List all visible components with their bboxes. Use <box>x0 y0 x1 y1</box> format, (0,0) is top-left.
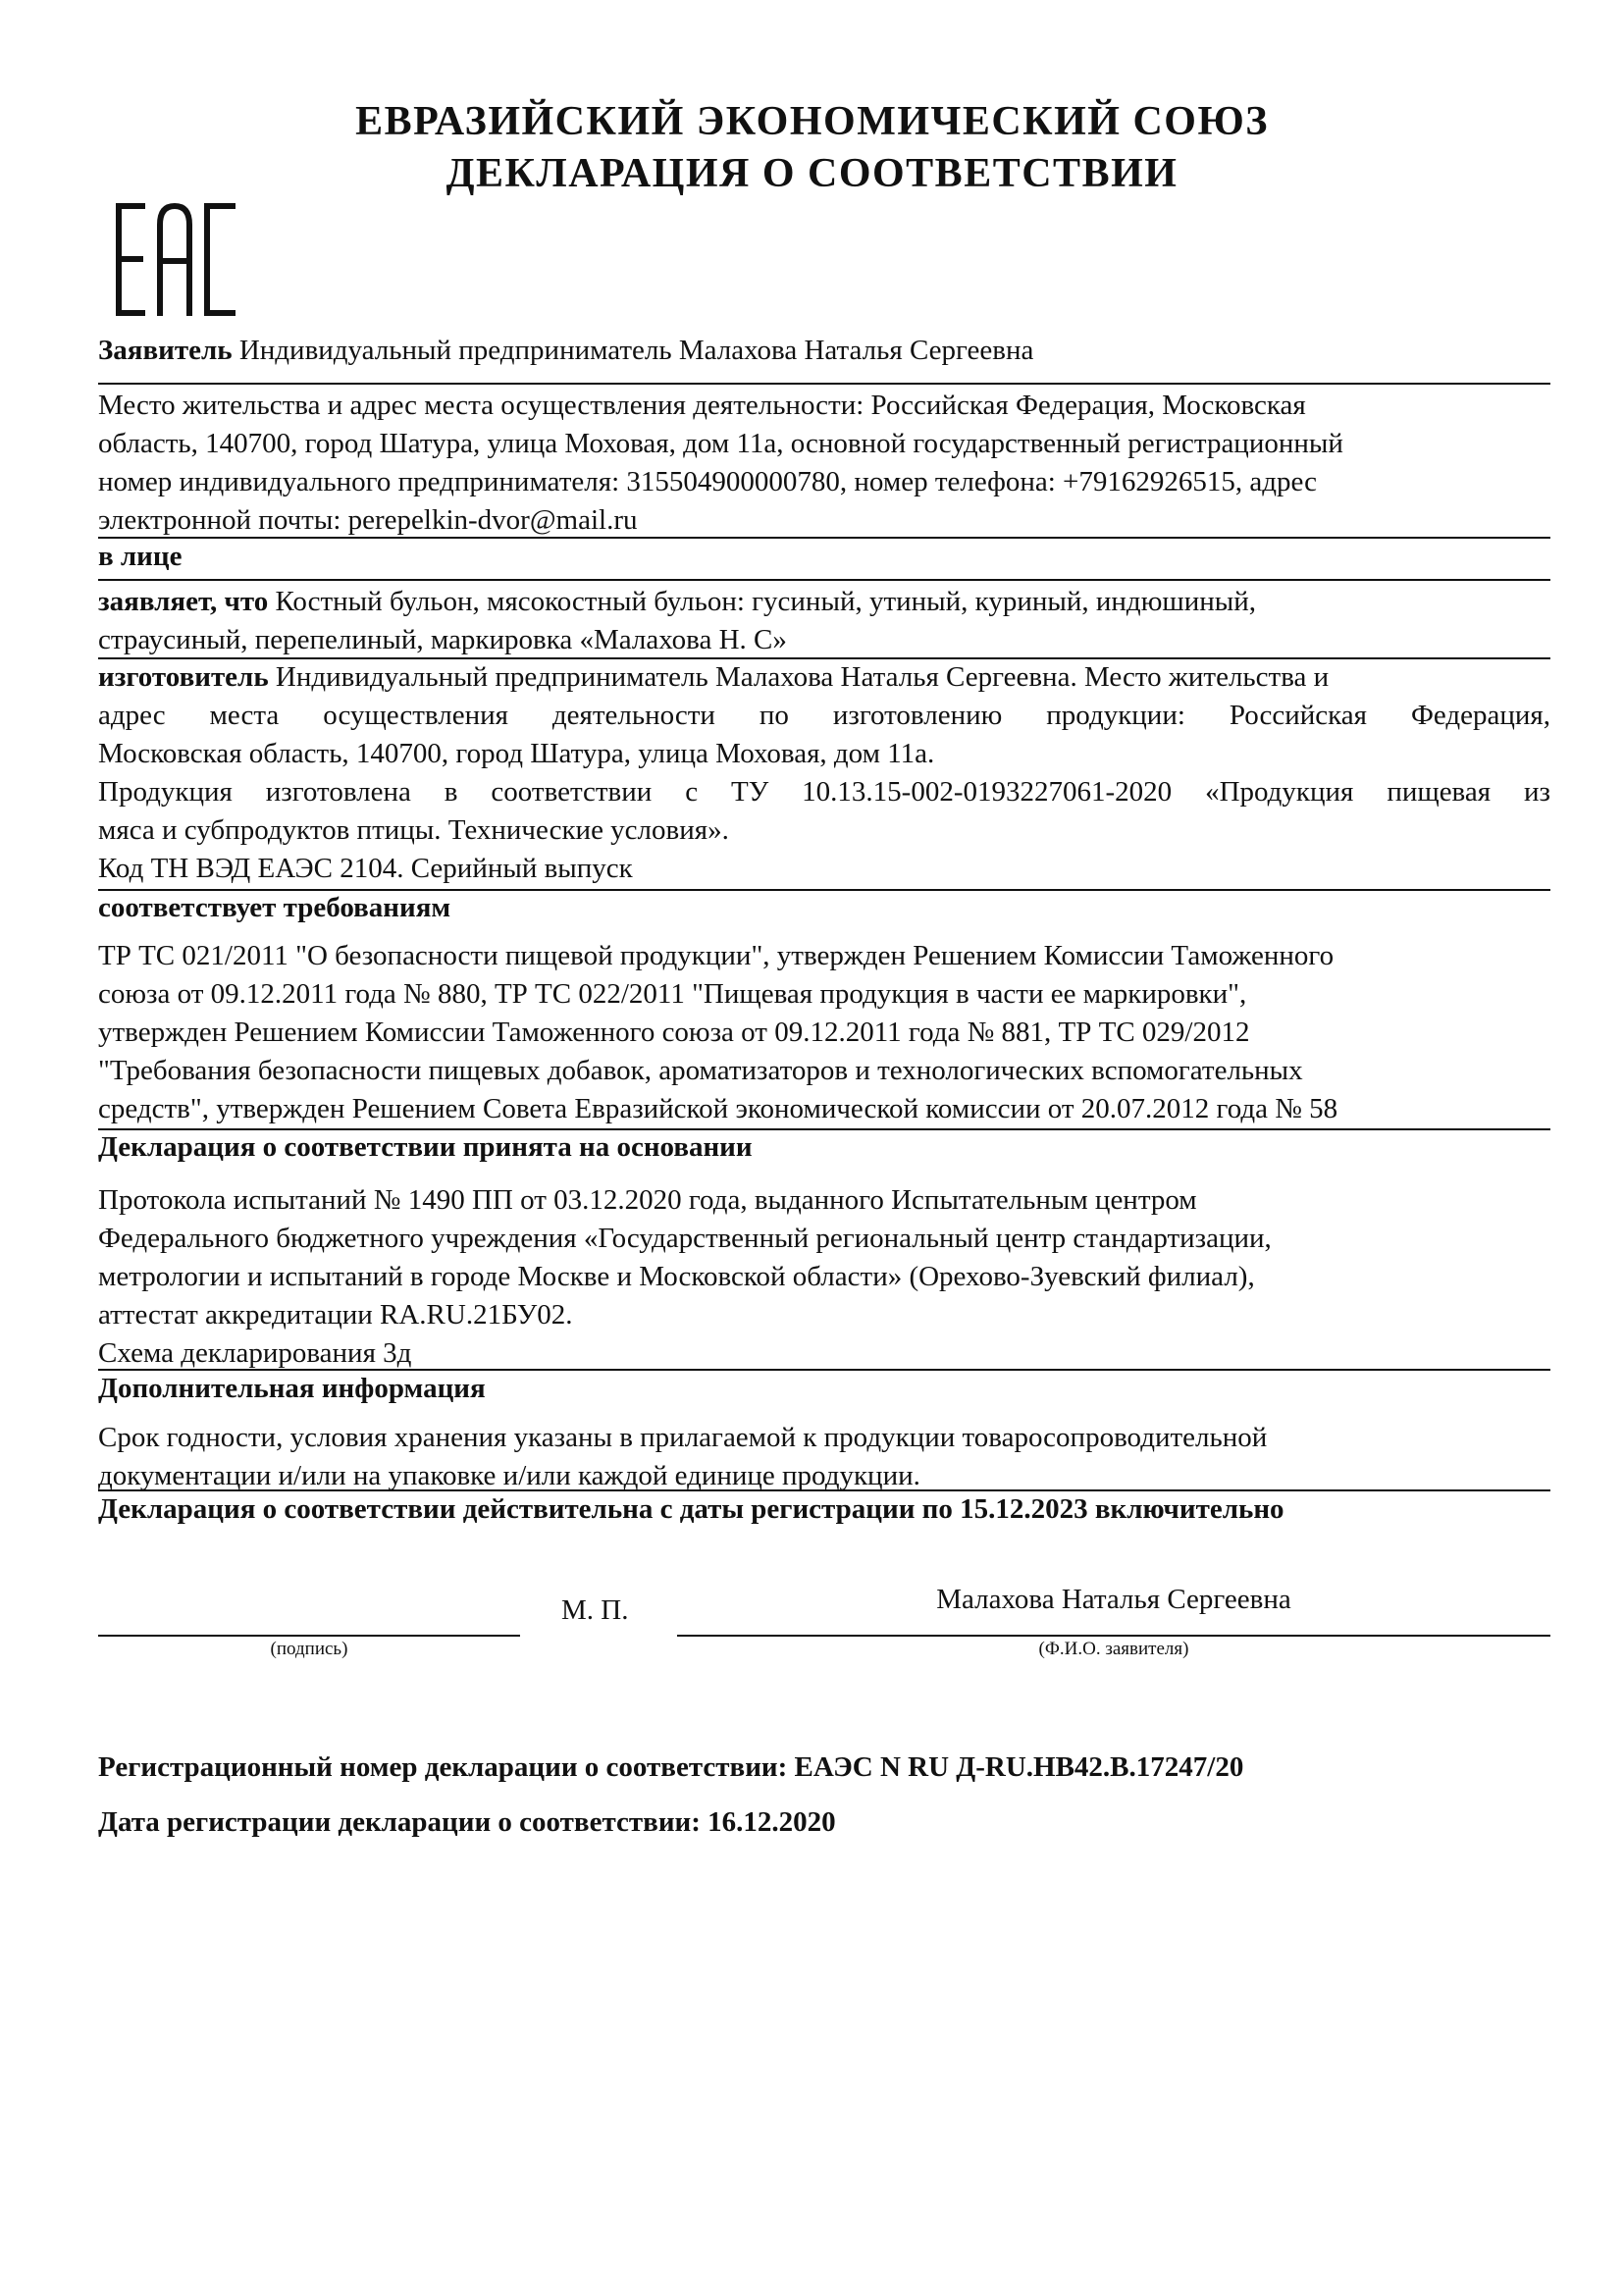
document-title: ДЕКЛАРАЦИЯ О СООТВЕТСТВИИ <box>445 151 1179 196</box>
address-line: электронной почты: perepelkin-dvor@mail.ru <box>98 504 638 536</box>
applicant-address <box>98 387 1550 540</box>
registration-date: Дата регистрации декларации о соответствии: 16.12.2020 <box>98 1806 836 1838</box>
person-label: в лице <box>98 541 183 572</box>
applicant-row <box>98 332 1550 370</box>
divider <box>98 383 1550 385</box>
requirements-line: утвержден Решением Комиссии Таможенного союза от 09.12.2011 года № 881, ТР ТС 029/2012 <box>98 1017 1250 1048</box>
applicant-name: Малахова Наталья Сергеевна <box>936 1584 1291 1615</box>
basis-block <box>98 1181 1550 1373</box>
basis-line: Федерального бюджетного учреждения «Государственный региональный центр стандартизации, <box>98 1223 1272 1254</box>
basis-line: аттестат аккредитации RA.RU.21БУ02. <box>98 1299 573 1331</box>
validity-statement: Декларация о соответствии действительна с даты регистрации по 15.12.2023 включительно <box>98 1493 1284 1525</box>
applicant-label: Заявитель <box>98 335 233 366</box>
additional-label: Дополнительная информация <box>98 1373 486 1404</box>
applicant-value: Индивидуальный предприниматель Малахова Наталья Сергеевна <box>238 335 1034 366</box>
manufacturer-block <box>98 658 1550 888</box>
requirements-line: ТР ТС 021/2011 "О безопасности пищевой продукции", утвержден Решением Комиссии Таможенного <box>98 940 1335 971</box>
requirements-line: союза от 09.12.2011 года № 880, ТР ТС 022/2011 "Пищевая продукция в части ее маркировки", <box>98 978 1247 1010</box>
name-caption: (Ф.И.О. заявителя) <box>1038 1639 1189 1659</box>
requirements-line: средств", утвержден Решением Совета Евразийской экономической комиссии от 20.07.2012 года № 58 <box>98 1093 1338 1124</box>
additional-line: Срок годности, условия хранения указаны в прилагаемой к продукции товаросопроводительной <box>98 1422 1268 1453</box>
manufacturer-label: изготовитель <box>98 661 269 693</box>
requirements-label: соответствует требованиям <box>98 892 451 923</box>
requirements-block <box>98 937 1550 1128</box>
basis-line: Схема декларирования 3д <box>98 1337 412 1369</box>
stamp-placeholder: М. П. <box>561 1594 629 1626</box>
requirements-line: "Требования безопасности пищевых добавок, ароматизаторов и технологических вспомогательных <box>98 1055 1303 1086</box>
manufacturer-line: Продукция изготовлена в соответствии с ТУ 10.13.15-002-0193227061-2020 «Продукция пищевая из <box>98 776 1550 808</box>
declares-line: Костный бульон, мясокостный бульон: гусиный, утиный, куриный, индюшиный, <box>275 586 1256 617</box>
basis-line: Протокола испытаний № 1490 ПП от 03.12.2020 года, выданного Испытательным центром <box>98 1184 1197 1216</box>
manufacturer-line: Код ТН ВЭД ЕАЭС 2104. Серийный выпуск <box>98 853 633 884</box>
additional-block <box>98 1419 1550 1495</box>
manufacturer-line: адрес места осуществления деятельности по изготовлению продукции: Российская Федерация, <box>98 700 1550 731</box>
divider <box>98 579 1550 581</box>
basis-label: Декларация о соответствии принята на основании <box>98 1131 753 1163</box>
declares-block <box>98 583 1550 659</box>
manufacturer-line: Московская область, 140700, город Шатура, улица Моховая, дом 11а. <box>98 738 935 769</box>
union-title: ЕВРАЗИЙСКИЙ ЭКОНОМИЧЕСКИЙ СОЮЗ <box>355 99 1269 144</box>
address-line: область, 140700, город Шатура, улица Моховая, дом 11а, основной государственный регистрационный <box>98 428 1343 459</box>
basis-line: метрологии и испытаний в городе Москве и Московской области» (Орехово-Зуевский филиал), <box>98 1261 1255 1292</box>
additional-line: документации и/или на упаковке и/или каждой единице продукции. <box>98 1460 920 1491</box>
address-line: Место жительства и адрес места осуществления деятельности: Российская Федерация, Московская <box>98 390 1306 421</box>
registration-number: Регистрационный номер декларации о соответствии: ЕАЭС N RU Д-RU.НВ42.В.17247/20 <box>98 1751 1244 1783</box>
name-line <box>677 1635 1550 1637</box>
eac-logo-icon <box>116 203 236 316</box>
signature-line <box>98 1635 520 1637</box>
address-line: номер индивидуального предпринимателя: 315504900000780, номер телефона: +79162926515, адрес <box>98 466 1318 497</box>
manufacturer-line: мяса и субпродуктов птицы. Технические условия». <box>98 814 729 846</box>
signature-caption: (подпись) <box>270 1639 348 1659</box>
declares-label: заявляет, что <box>98 586 269 617</box>
manufacturer-line: Индивидуальный предприниматель Малахова Наталья Сергеевна. Место жительства и <box>275 661 1330 693</box>
declares-line: страусиный, перепелиный, маркировка «Малахова Н. С» <box>98 624 787 655</box>
